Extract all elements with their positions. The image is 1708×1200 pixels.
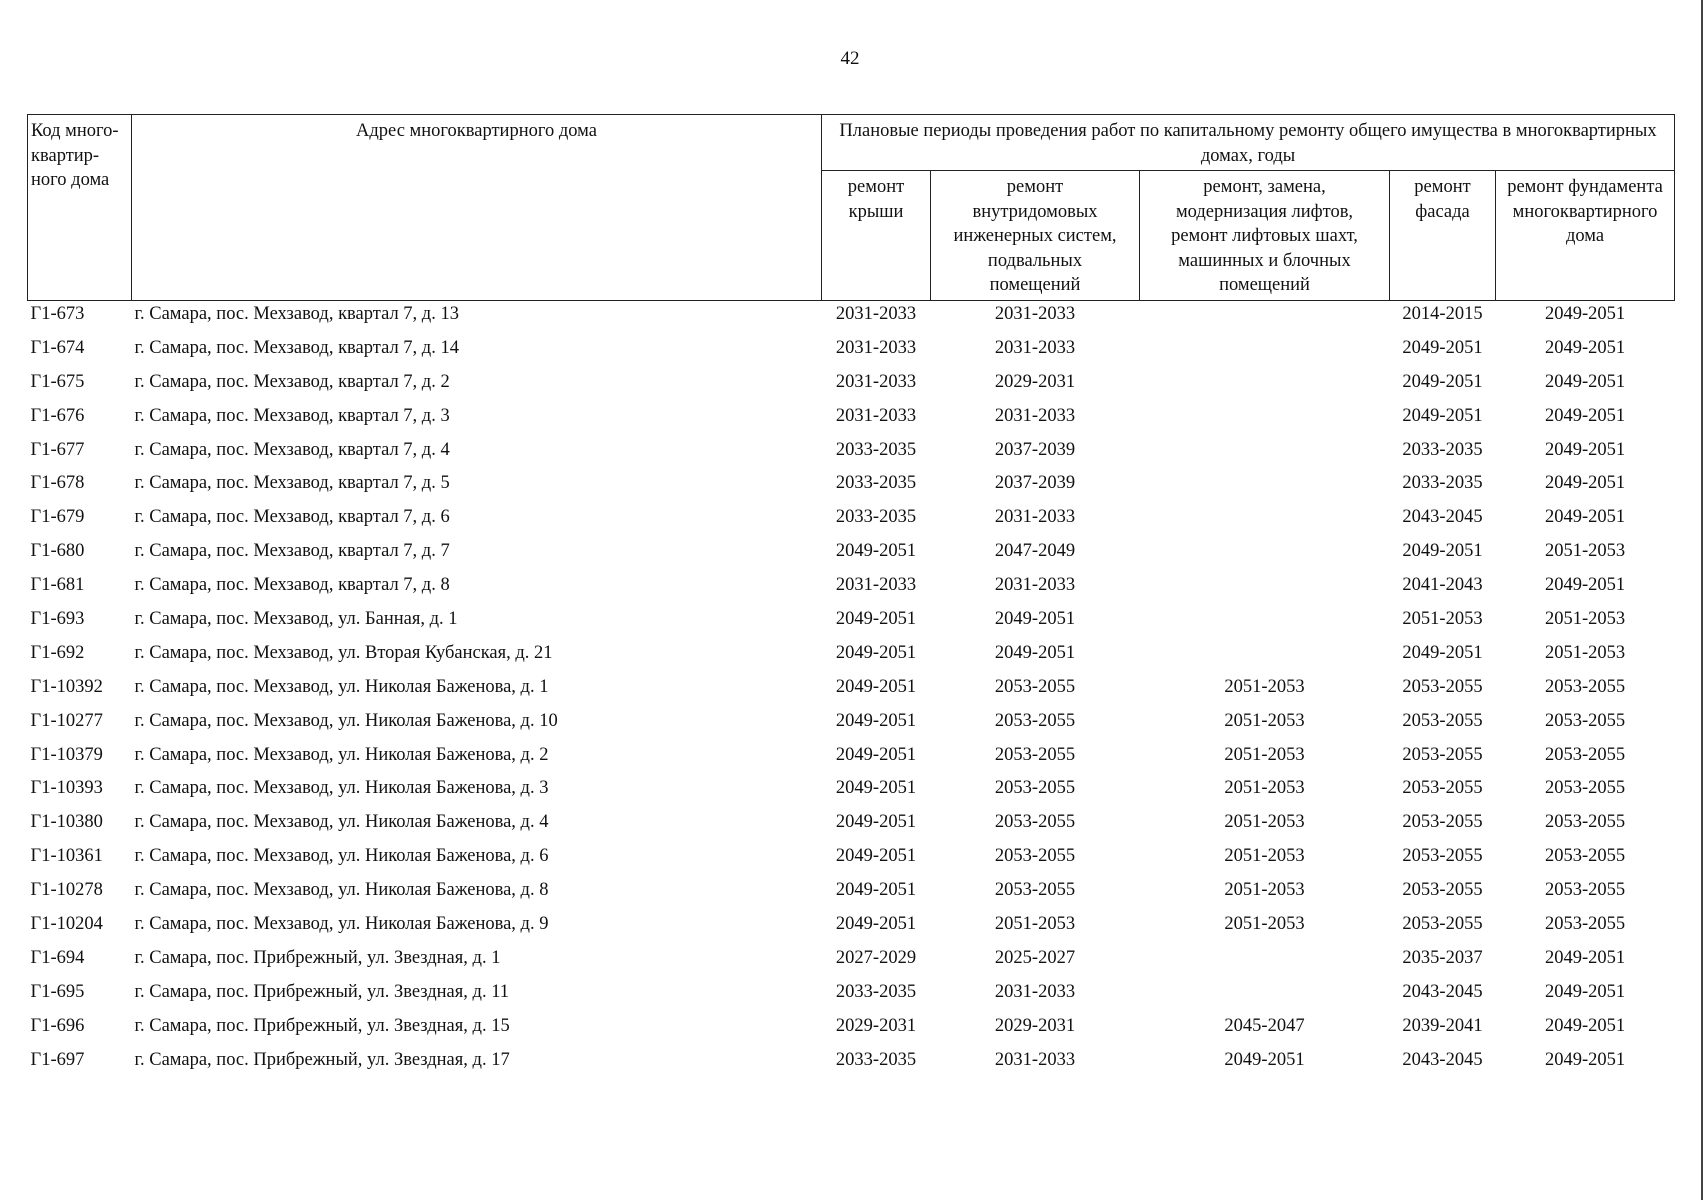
cell-foundation: 2049-2051 [1544,371,1626,392]
cell-facade: 2053-2055 [1402,676,1483,697]
cell-foundation: 2053-2055 [1544,914,1626,935]
cell-code: Г1-697 [30,1049,85,1070]
table-row [28,337,1675,371]
cell-elevators: 2051-2053 [1224,812,1305,833]
cell-engineering: 2053-2055 [994,812,1076,833]
cell-facade: 2053-2055 [1402,778,1483,799]
cell-foundation: 2053-2055 [1544,880,1626,901]
table-row [28,845,1675,879]
cell-engineering: 2049-2051 [994,642,1076,663]
header-engineering-line: ремонт [1006,177,1064,197]
cell-facade: 2033-2035 [1402,473,1483,494]
table-row [28,913,1675,947]
cell-address: г. Самара, пос. Мехзавод, квартал 7, д. 7 [134,541,450,562]
header-address [132,115,822,301]
cell-elevators: 2051-2053 [1224,880,1305,901]
header-elevators-line: ремонт лифтовых шахт, [1171,226,1358,246]
cell-elevators [1140,439,1390,473]
cell-roof: 2027-2029 [835,947,917,968]
cell-address: г. Самара, пос. Мехзавод, квартал 7, д. 6 [134,507,450,528]
cell-engineering: 2049-2051 [994,609,1076,630]
cell-roof: 2049-2051 [835,710,917,731]
page-edge-line [1701,0,1703,1200]
cell-roof: 2031-2033 [835,337,917,358]
cell-facade: 2033-2035 [1402,439,1483,460]
table-row [28,608,1675,642]
cell-facade: 2049-2051 [1402,337,1483,358]
header-engineering-line: помещений [989,275,1081,295]
cell-facade: 2053-2055 [1402,914,1483,935]
cell-elevators [1140,981,1390,1015]
cell-code: Г1-677 [30,439,85,460]
cell-engineering: 2031-2033 [994,405,1076,426]
cell-address: г. Самара, пос. Мехзавод, квартал 7, д. 4 [134,439,450,460]
header-facade-line: фасада [1415,201,1470,222]
header-periods-group [822,115,1675,171]
header-code-line: квартир- [31,145,100,166]
cell-facade: 2051-2053 [1402,609,1483,630]
cell-elevators [1140,472,1390,506]
cell-address: г. Самара, пос. Мехзавод, ул. Николая Баженова, д. 8 [134,880,549,901]
cell-code: Г1-10361 [30,846,103,867]
page-number: 42 [840,48,860,69]
cell-engineering: 2031-2033 [994,981,1076,1002]
cell-address: г. Самара, пос. Мехзавод, ул. Вторая Кубанская, д. 21 [134,642,553,663]
table-row [28,947,1675,981]
cell-elevators [1140,574,1390,608]
cell-roof: 2033-2035 [835,507,917,528]
header-code-line: Код много- [31,121,119,141]
cell-code: Г1-696 [30,1015,85,1036]
cell-elevators: 2051-2053 [1224,846,1305,867]
cell-foundation: 2049-2051 [1544,981,1626,1002]
header-elevators-line: модернизация лифтов, [1175,201,1354,222]
cell-elevators: 2045-2047 [1224,1015,1305,1036]
cell-address: г. Самара, пос. Мехзавод, квартал 7, д. 8 [134,575,450,596]
cell-code: Г1-10393 [30,778,103,799]
cell-address: г. Самара, пос. Мехзавод, ул. Николая Баженова, д. 2 [134,744,549,765]
cell-address: г. Самара, пос. Прибрежный, ул. Звездная, д. 17 [134,1049,510,1070]
cell-foundation: 2049-2051 [1544,405,1626,426]
cell-roof: 2049-2051 [835,609,917,630]
cell-roof: 2033-2035 [835,473,917,494]
table-row [28,439,1675,473]
table-row [28,574,1675,608]
cell-facade: 2049-2051 [1402,371,1483,392]
cell-foundation: 2049-2051 [1544,1015,1626,1036]
cell-facade: 2049-2051 [1402,405,1483,426]
cell-facade: 2041-2043 [1402,575,1483,596]
cell-code: Г1-681 [30,575,85,596]
header-elevators [1140,171,1390,301]
cell-roof: 2049-2051 [835,880,917,901]
cell-facade: 2014-2015 [1402,304,1483,324]
cell-code: Г1-676 [30,405,85,426]
cell-address: г. Самара, пос. Прибрежный, ул. Звездная, д. 11 [134,981,510,1002]
header-facade [1390,171,1496,301]
header-facade-line: ремонт [1414,177,1471,197]
cell-address: г. Самара, пос. Мехзавод, квартал 7, д. 5 [134,473,450,494]
table-row [28,744,1675,778]
cell-engineering: 2029-2031 [994,371,1076,392]
cell-facade: 2039-2041 [1402,1015,1483,1036]
cell-engineering: 2037-2039 [994,439,1076,460]
cell-elevators: 2049-2051 [1224,1049,1305,1070]
cell-foundation: 2053-2055 [1544,744,1626,765]
cell-elevators: 2051-2053 [1224,710,1305,731]
header-elevators-line: машинных и блочных [1178,250,1351,271]
cell-address: г. Самара, пос. Мехзавод, ул. Николая Баженова, д. 4 [134,812,549,833]
cell-engineering: 2051-2053 [994,914,1076,935]
cell-foundation: 2049-2051 [1544,304,1626,324]
cell-elevators [1140,301,1390,337]
table-row [28,506,1675,540]
cell-elevators [1140,506,1390,540]
cell-roof: 2049-2051 [835,914,917,935]
cell-roof: 2033-2035 [835,1049,917,1070]
header-foundation-line: многоквартирного [1512,201,1658,222]
cell-code: Г1-680 [30,541,85,562]
cell-roof: 2049-2051 [835,642,917,663]
cell-foundation: 2053-2055 [1544,812,1626,833]
cell-address: г. Самара, пос. Мехзавод, квартал 7, д. 14 [134,337,459,358]
cell-engineering: 2031-2033 [994,575,1076,596]
cell-elevators: 2051-2053 [1224,778,1305,799]
header-address-line: Адрес многоквартирного дома [356,121,597,141]
cell-engineering: 2053-2055 [994,880,1076,901]
cell-address: г. Самара, пос. Прибрежный, ул. Звездная, д. 15 [134,1015,510,1036]
cell-foundation: 2051-2053 [1544,609,1626,630]
cell-foundation: 2053-2055 [1544,710,1626,731]
header-engineering-line: инженерных систем, [953,226,1117,246]
cell-address: г. Самара, пос. Мехзавод, квартал 7, д. 2 [134,371,450,392]
cell-facade: 2053-2055 [1402,880,1483,901]
cell-engineering: 2031-2033 [994,304,1076,324]
cell-foundation: 2053-2055 [1544,846,1626,867]
table-row [28,676,1675,710]
cell-roof: 2029-2031 [835,1015,917,1036]
header-elevators-line: помещений [1219,275,1310,295]
cell-facade: 2053-2055 [1402,846,1483,867]
cell-elevators: 2051-2053 [1224,676,1305,697]
header-roof [822,171,931,301]
cell-facade: 2049-2051 [1402,642,1483,663]
cell-elevators [1140,642,1390,676]
cell-code: Г1-673 [30,304,85,324]
cell-engineering: 2031-2033 [994,507,1076,528]
cell-code: Г1-10392 [30,676,103,697]
cell-address: г. Самара, пос. Мехзавод, ул. Николая Баженова, д. 1 [134,676,549,697]
table-row [28,371,1675,405]
header-code [28,115,132,301]
cell-elevators [1140,405,1390,439]
cell-foundation: 2049-2051 [1544,337,1626,358]
cell-engineering: 2053-2055 [994,744,1076,765]
cell-foundation: 2049-2051 [1544,1049,1626,1070]
cell-roof: 2031-2033 [835,304,917,324]
cell-code: Г1-10277 [30,710,103,731]
cell-address: г. Самара, пос. Мехзавод, ул. Николая Баженова, д. 10 [134,710,558,731]
cell-elevators [1140,540,1390,574]
cell-elevators: 2051-2053 [1224,914,1305,935]
cell-facade: 2043-2045 [1402,981,1483,1002]
header-foundation-line: дома [1565,226,1605,246]
header-elevators-line: ремонт, замена, [1203,177,1326,197]
cell-engineering: 2025-2027 [994,947,1076,968]
header-roof-line: крыши [848,201,904,222]
cell-facade: 2053-2055 [1402,744,1483,765]
cell-elevators: 2051-2053 [1224,744,1305,765]
cell-engineering: 2053-2055 [994,710,1076,731]
capital-repair-table [27,114,1675,1082]
cell-roof: 2031-2033 [835,575,917,596]
cell-roof: 2033-2035 [835,439,917,460]
cell-roof: 2049-2051 [835,676,917,697]
cell-foundation: 2049-2051 [1544,439,1626,460]
table-row [28,811,1675,845]
cell-roof: 2031-2033 [835,405,917,426]
cell-code: Г1-674 [30,337,85,358]
cell-code: Г1-10278 [30,880,103,901]
table-body [28,301,1675,1083]
table-row [28,981,1675,1015]
cell-engineering: 2053-2055 [994,778,1076,799]
header-engineering [931,171,1140,301]
cell-engineering: 2047-2049 [994,541,1076,562]
cell-foundation: 2049-2051 [1544,947,1626,968]
cell-foundation: 2049-2051 [1544,507,1626,528]
cell-address: г. Самара, пос. Мехзавод, ул. Николая Баженова, д. 9 [134,914,549,935]
header-engineering-line: внутридомовых [972,201,1098,222]
cell-foundation: 2049-2051 [1544,473,1626,494]
cell-foundation: 2049-2051 [1544,575,1626,596]
header-code-line: ного дома [31,170,110,190]
cell-facade: 2043-2045 [1402,507,1483,528]
cell-facade: 2053-2055 [1402,812,1483,833]
cell-address: г. Самара, пос. Мехзавод, ул. Николая Баженова, д. 6 [134,846,549,867]
table-row [28,301,1675,337]
cell-foundation: 2053-2055 [1544,778,1626,799]
cell-facade: 2053-2055 [1402,710,1483,731]
table-row [28,405,1675,439]
cell-elevators [1140,337,1390,371]
cell-code: Г1-692 [30,642,85,663]
cell-roof: 2049-2051 [835,541,917,562]
cell-foundation: 2051-2053 [1544,642,1626,663]
cell-engineering: 2053-2055 [994,846,1076,867]
table-row [28,879,1675,913]
cell-elevators [1140,947,1390,981]
cell-address: г. Самара, пос. Прибрежный, ул. Звездная, д. 1 [134,947,501,968]
cell-roof: 2033-2035 [835,981,917,1002]
cell-code: Г1-10379 [30,744,103,765]
cell-facade: 2035-2037 [1402,947,1483,968]
table-row [28,472,1675,506]
cell-address: г. Самара, пос. Мехзавод, квартал 7, д. 13 [134,304,459,324]
cell-engineering: 2037-2039 [994,473,1076,494]
cell-engineering: 2031-2033 [994,337,1076,358]
cell-code: Г1-679 [30,507,85,528]
cell-code: Г1-694 [30,947,85,968]
cell-code: Г1-675 [30,371,85,392]
cell-code: Г1-678 [30,473,85,494]
cell-roof: 2049-2051 [835,812,917,833]
cell-roof: 2049-2051 [835,778,917,799]
header-foundation-line: ремонт фундамента [1507,177,1663,197]
cell-code: Г1-10204 [30,914,103,935]
header-periods-group-line: Плановые периоды проведения работ по капитальному ремонту общего имущества в многоквартирных домах, годы [839,121,1657,166]
cell-facade: 2049-2051 [1402,541,1483,562]
cell-elevators [1140,608,1390,642]
cell-foundation: 2051-2053 [1544,541,1626,562]
table-row [28,642,1675,676]
cell-roof: 2031-2033 [835,371,917,392]
table-row [28,1049,1675,1083]
cell-engineering: 2029-2031 [994,1015,1076,1036]
cell-address: г. Самара, пос. Мехзавод, квартал 7, д. 3 [134,405,450,426]
header-engineering-line: подвальных [987,250,1083,271]
header-roof-line: ремонт [847,177,905,197]
table-row [28,1015,1675,1049]
table-row [28,710,1675,744]
cell-engineering: 2031-2033 [994,1049,1076,1070]
cell-code: Г1-695 [30,981,85,1002]
cell-elevators [1140,371,1390,405]
cell-roof: 2049-2051 [835,744,917,765]
cell-facade: 2043-2045 [1402,1049,1483,1070]
cell-roof: 2049-2051 [835,846,917,867]
cell-code: Г1-10380 [30,812,103,833]
cell-code: Г1-693 [30,609,85,630]
header-foundation [1496,171,1675,301]
cell-foundation: 2053-2055 [1544,676,1626,697]
cell-address: г. Самара, пос. Мехзавод, ул. Банная, д. 1 [134,609,458,630]
table-row [28,777,1675,811]
cell-engineering: 2053-2055 [994,676,1076,697]
table-row [28,540,1675,574]
cell-address: г. Самара, пос. Мехзавод, ул. Николая Баженова, д. 3 [134,778,549,799]
